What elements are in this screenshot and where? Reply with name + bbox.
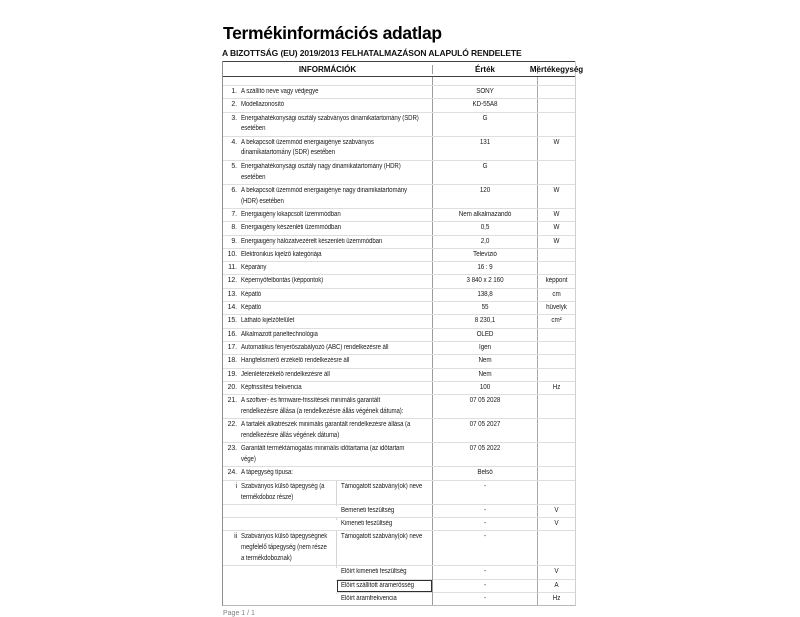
group-label-cell: [223, 566, 337, 568]
row-label-line: esetében: [241, 173, 266, 181]
row-unit: cm: [552, 290, 561, 298]
spacer-row: [223, 77, 575, 86]
row-label: [241, 210, 341, 221]
row-number: 1.: [231, 88, 237, 95]
row-label-line: Bemeneti feszültség: [341, 506, 395, 514]
group-marker: i: [235, 482, 237, 490]
row-value-cell: [433, 113, 538, 136]
row-unit: Hz: [552, 383, 561, 391]
row-value: 131: [479, 138, 491, 146]
row-number: 7.: [231, 210, 237, 218]
row-info-cell: [223, 289, 433, 301]
row-label: [241, 250, 321, 261]
row-value-cell: [433, 342, 538, 354]
row-label-line: Szabványos külső tápegység (a: [241, 482, 325, 490]
row-number: 15.: [227, 317, 237, 325]
row-value-cell: [433, 505, 538, 517]
page-title: Termékinformációs adatlap: [223, 23, 442, 43]
row-number: 11.: [228, 264, 237, 272]
row-label-line: termékdoboz része): [241, 493, 294, 501]
row-value-cell: [433, 531, 538, 565]
row-info-cell: [223, 443, 433, 466]
row-label-line: Előírt kimeneti feszültség: [341, 568, 407, 576]
group-label-cell: [223, 531, 337, 565]
row-value: -: [483, 581, 486, 589]
row-number: 3.: [231, 114, 237, 122]
table-row: [223, 86, 575, 99]
row-label: [241, 468, 293, 479]
row-unit-cell: [538, 505, 575, 517]
table-row: [223, 355, 575, 368]
row-label-line: Támogatott szabvány(ok) neve: [341, 482, 423, 490]
row-info-cell: [223, 262, 433, 274]
row-unit-cell: [538, 329, 575, 341]
row-label-line: Képernyőfelbontás (képpontok): [241, 277, 324, 285]
row-unit-cell: [538, 86, 575, 98]
row-number: 19.: [227, 370, 237, 378]
row-unit: V: [554, 506, 559, 514]
group-label-cell: [223, 518, 337, 520]
row-value: -: [483, 506, 486, 514]
row-label-line: Modellazonosító: [241, 101, 285, 109]
row-label-line: megfelelő tápegység (nem része: [241, 544, 327, 552]
row-label: [241, 100, 284, 111]
row-label-line: Látható kijelzőfelület: [241, 317, 295, 325]
selected-cell: [337, 580, 432, 593]
header-ertek: Érték: [433, 65, 538, 74]
row-value: -: [483, 594, 486, 602]
row-info-cell: [223, 369, 433, 381]
row-label: [241, 330, 318, 341]
row-number: 21.: [227, 397, 237, 405]
row-value: OLED: [476, 330, 494, 338]
row-label: [241, 444, 404, 466]
table-row: [223, 99, 575, 112]
row-label-line: Jelenlétérzékelő rendelkezésre áll: [241, 370, 330, 378]
row-value: Igen: [479, 343, 491, 351]
sub-label-cell: [337, 481, 436, 493]
header-informaciok: INFORMÁCIÓK: [223, 65, 433, 74]
row-label-line: Előírt szállított áramerősség: [341, 581, 414, 589]
row-value-cell: [433, 99, 538, 111]
row-value-cell: [433, 329, 538, 341]
row-label-line: dinamikatartomány (SDR) esetében: [241, 149, 336, 157]
page-subtitle: A BIZOTTSÁG (EU) 2019/2013 FELHATALMAZÁSON ALAPULÓ RENDELETE: [222, 48, 522, 58]
row-info-cell: [223, 113, 433, 136]
row-info-cell: [223, 137, 433, 160]
row-number: 6.: [231, 186, 237, 194]
row-value-cell: [433, 86, 538, 98]
row-label-line: Energiahatékonysági osztály szabványos dinamikatartomány (SDR): [241, 114, 419, 122]
row-value: 138,8: [477, 290, 493, 298]
row-label-line: Képátló: [241, 290, 262, 298]
row-label-line: Energiahatékonysági osztály nagy dinamikatartomány (HDR): [241, 162, 401, 170]
row-value: 100: [479, 383, 491, 391]
group-label-cell: [223, 505, 337, 507]
row-label-line: Hangfelismerő érzékelő rendelkezésre áll: [241, 357, 350, 365]
row-value-cell: [433, 315, 538, 327]
row-label: [241, 303, 261, 314]
row-info-cell: [223, 209, 433, 221]
row-unit-cell: [538, 113, 575, 136]
sub-label: [341, 581, 418, 592]
row-unit-cell: [538, 593, 575, 605]
row-label: [241, 343, 388, 354]
row-value: 2,0: [480, 237, 490, 245]
row-label-line: Szabványos külső tápegységnek: [241, 533, 328, 541]
table-row: [223, 137, 575, 161]
row-info-cell: [223, 302, 433, 314]
sub-label-cell: [337, 531, 436, 543]
row-label-line: A bekapcsolt üzemmód energiaigénye nagy dinamikatartomány: [241, 186, 408, 194]
row-info-cell: [223, 249, 433, 261]
row-label-line: A tartalék alkatrészek minimális garantált rendelkezésre állása (a: [241, 421, 411, 429]
row-label: [241, 420, 410, 442]
row-info-cell: [223, 99, 433, 111]
row-unit-cell: [538, 369, 575, 381]
row-value: G: [482, 114, 488, 122]
row-info-cell: [223, 275, 433, 287]
row-unit-cell: [538, 302, 575, 314]
row-unit-cell: [538, 467, 575, 479]
row-label: [241, 290, 261, 301]
row-unit-cell: [538, 518, 575, 530]
row-unit-cell: [538, 481, 575, 504]
table-header-row: [223, 61, 584, 77]
row-value-cell: [433, 369, 538, 381]
row-label: [241, 396, 403, 418]
row-label: [241, 186, 407, 208]
row-value: Nem: [478, 370, 492, 378]
row-label-line: Támogatott szabvány(ok) neve: [341, 533, 423, 541]
row-unit: képpont: [545, 277, 568, 285]
row-value-cell: [433, 419, 538, 442]
row-value: G: [482, 162, 488, 170]
row-unit: Hz: [552, 594, 561, 602]
row-unit: V: [554, 568, 559, 576]
row-number: 22.: [227, 421, 237, 429]
row-unit-cell: [538, 531, 575, 565]
row-unit: W: [553, 210, 560, 218]
row-label-line: Energiaigény hálózatvezérelt készenléti üzemmódban: [241, 237, 383, 245]
table-row: [223, 395, 575, 419]
group-label: [241, 532, 327, 564]
row-value-cell: [433, 302, 538, 314]
table-sub-row: [223, 505, 575, 518]
row-label: [241, 162, 401, 184]
row-info-cell: [223, 222, 433, 234]
row-info-cell: [223, 505, 433, 517]
row-label-line: Garantált terméktámogatás minimális időtartama (az időtartam: [241, 445, 405, 453]
row-value: 07 05 2027: [469, 421, 501, 429]
sub-label: [341, 506, 418, 517]
row-label: [241, 356, 349, 367]
header-mertekegyseg: Mértékegység: [529, 64, 584, 74]
row-number: 8.: [231, 224, 237, 232]
table-sub-row: [223, 531, 575, 566]
row-label-line: Elektronikus kijelző kategóriája: [241, 250, 322, 258]
group-label-cell: [223, 481, 337, 504]
table-row: [223, 222, 575, 235]
table-row: [223, 329, 575, 342]
row-value-cell: [433, 289, 538, 301]
row-value-cell: [433, 185, 538, 208]
row-number: 12.: [227, 277, 237, 285]
row-label-line: Energiaigény készenléti üzemmódban: [241, 224, 341, 232]
table-row: [223, 275, 575, 288]
row-unit: A: [554, 581, 559, 589]
table-row: [223, 262, 575, 275]
table-row: [223, 302, 575, 315]
table-subrows: [223, 481, 575, 605]
row-unit-cell: [538, 222, 575, 234]
row-value-cell: [433, 443, 538, 466]
row-label-line: esetében: [241, 125, 266, 133]
table-row: [223, 443, 575, 467]
row-value: 3 840 x 2 160: [466, 277, 504, 285]
row-label: [241, 276, 323, 287]
row-label: [241, 87, 318, 98]
row-value-cell: [433, 222, 538, 234]
row-value-cell: [433, 566, 538, 579]
group-label-cell: [223, 593, 337, 595]
row-value-cell: [433, 209, 538, 221]
row-value-cell: [433, 275, 538, 287]
row-label: [241, 316, 294, 327]
row-unit-cell: [538, 355, 575, 367]
row-value-cell: [433, 580, 538, 593]
row-value-cell: [433, 382, 538, 394]
row-value: -: [483, 482, 486, 490]
group-label-cell: [223, 580, 337, 582]
row-unit-cell: [538, 315, 575, 327]
row-value-cell: [433, 161, 538, 184]
table-row: [223, 315, 575, 328]
table-sub-row: [223, 518, 575, 531]
row-info-cell: [223, 419, 433, 442]
row-info-cell: [223, 593, 433, 605]
row-value: 0,5: [480, 224, 490, 232]
row-info-cell: [223, 531, 433, 565]
table-row: [223, 185, 575, 209]
row-label-line: rendelkezésre állás végének dátuma): [241, 432, 340, 440]
row-label: [241, 383, 302, 394]
page-number: Page 1 / 1: [223, 610, 255, 617]
row-unit: W: [553, 237, 560, 245]
row-unit-cell: [538, 99, 575, 111]
row-value: 8 230,1: [474, 317, 496, 325]
row-info-cell: [223, 518, 433, 530]
row-unit: W: [553, 186, 560, 194]
table-row: [223, 467, 575, 480]
table-row: [223, 369, 575, 382]
row-unit-cell: [538, 275, 575, 287]
row-info-cell: [223, 395, 433, 418]
row-value: Nem: [478, 357, 492, 365]
row-value: 07 05 2028: [469, 397, 501, 405]
row-value-cell: [433, 518, 538, 530]
row-info-cell: [223, 342, 433, 354]
row-value: 120: [479, 186, 491, 194]
row-number: 2.: [231, 101, 237, 109]
row-label-line: A szoftver- és firmware-frissítések minimális garantált: [241, 397, 381, 405]
row-number: 24.: [227, 469, 237, 477]
row-info-cell: [223, 481, 433, 504]
sub-label-cell: [337, 505, 432, 517]
row-label-line: Kimeneti feszültség: [341, 520, 393, 528]
row-unit: W: [553, 138, 560, 146]
row-label: [241, 223, 341, 234]
row-label-line: Automatikus fényerőszabályozó (ABC) rendelkezésre áll: [241, 343, 389, 351]
row-value-cell: [433, 355, 538, 367]
table-sub-row: [223, 481, 575, 505]
row-value-cell: [433, 236, 538, 248]
row-value: 55: [481, 304, 489, 312]
sub-label: [341, 482, 422, 493]
row-value-cell: [433, 137, 538, 160]
row-value-cell: [433, 467, 538, 479]
row-label-line: Előírt áramfrekvencia: [341, 594, 397, 602]
row-number: 14.: [227, 304, 237, 312]
sub-label-cell: [337, 593, 432, 605]
table-sub-row: [223, 580, 575, 593]
row-label-line: A szállító neve vagy védjegye: [241, 88, 319, 95]
row-number: 17.: [227, 343, 237, 351]
row-value: Belső: [477, 469, 493, 477]
row-label-line: Képarány: [241, 264, 267, 272]
row-info-cell: [223, 467, 433, 479]
row-number: 9.: [231, 237, 237, 245]
row-number: 5.: [231, 162, 237, 170]
row-label-line: rendelkezésre állása (a rendelkezésre állás végének dátuma):: [241, 407, 404, 415]
table-row: [223, 209, 575, 222]
row-label: [241, 263, 266, 274]
row-label-line: A bekapcsolt üzemmód energiaigénye szabványos: [241, 138, 374, 146]
row-number: 10.: [227, 250, 237, 258]
row-number: 16.: [227, 330, 237, 338]
row-value: 07 05 2022: [469, 445, 501, 453]
row-value: -: [483, 520, 486, 528]
row-unit: W: [553, 224, 560, 232]
row-unit-cell: [538, 395, 575, 418]
table-row: [223, 289, 575, 302]
table-row: [223, 236, 575, 249]
row-number: 23.: [227, 445, 237, 453]
row-value: Televízió: [473, 250, 497, 258]
row-number: 18.: [227, 357, 237, 365]
group-marker: ii: [234, 533, 237, 541]
row-info-cell: [223, 315, 433, 327]
sub-label: [341, 519, 418, 530]
sub-label-cell: [337, 518, 432, 530]
group-label: [241, 482, 324, 504]
row-label: [241, 370, 330, 381]
row-label-line: Energiaigény kikapcsolt üzemmódban: [241, 210, 341, 218]
row-unit: cm²: [551, 317, 562, 325]
row-value-cell: [433, 593, 538, 605]
row-number: 4.: [231, 138, 237, 146]
row-value-cell: [433, 395, 538, 418]
row-label-line: (HDR) esetében: [241, 197, 284, 205]
row-value-cell: [433, 262, 538, 274]
table-row: [223, 382, 575, 395]
table-row: [223, 161, 575, 185]
product-info-table: [222, 61, 584, 606]
row-unit-cell: [538, 382, 575, 394]
row-label-line: Alkalmazott paneltechnológia: [241, 330, 318, 338]
table-body: [223, 86, 575, 481]
row-unit-cell: [538, 209, 575, 221]
row-label: [241, 237, 382, 248]
table-row: [223, 113, 575, 137]
row-info-cell: [223, 382, 433, 394]
row-info-cell: [223, 161, 433, 184]
row-value: -: [483, 568, 486, 576]
sub-label-cell: [337, 566, 432, 579]
table-sub-row: [223, 593, 575, 605]
table-sub-row: [223, 566, 575, 579]
row-label-line: Képfrissítési frekvencia: [241, 383, 302, 391]
sub-label: [341, 532, 422, 543]
row-unit-cell: [538, 342, 575, 354]
row-unit: V: [554, 520, 559, 528]
row-label-line: A tápegység típusa:: [241, 469, 293, 477]
row-unit-cell: [538, 566, 575, 579]
document-page: [222, 14, 594, 617]
row-number: 13.: [227, 290, 237, 298]
row-value-cell: [433, 481, 538, 504]
row-value: SONY: [476, 88, 494, 95]
row-label-line: a termékdoboznak): [241, 554, 292, 562]
row-info-cell: [223, 566, 433, 579]
table-row: [223, 342, 575, 355]
row-unit-cell: [538, 289, 575, 301]
row-unit-cell: [538, 161, 575, 184]
table-row: [223, 249, 575, 262]
table-row: [223, 419, 575, 443]
row-value: -: [483, 533, 486, 541]
row-info-cell: [223, 86, 433, 98]
row-number: 20.: [227, 383, 237, 391]
row-info-cell: [223, 329, 433, 341]
row-unit-cell: [538, 262, 575, 274]
row-label: [241, 138, 374, 160]
sub-label: [341, 594, 418, 605]
row-unit-cell: [538, 419, 575, 442]
row-info-cell: [223, 185, 433, 208]
row-unit-cell: [538, 580, 575, 593]
row-value: Nem alkalmazandó: [458, 210, 512, 218]
row-value-cell: [433, 249, 538, 261]
row-info-cell: [223, 580, 433, 593]
row-info-cell: [223, 236, 433, 248]
row-unit: hüvelyk: [546, 304, 567, 312]
row-label: [241, 114, 419, 136]
row-label-line: Képátló: [241, 304, 262, 312]
row-unit-cell: [538, 443, 575, 466]
row-unit-cell: [538, 249, 575, 261]
row-unit-cell: [538, 236, 575, 248]
row-value: 16 : 9: [477, 264, 493, 272]
row-info-cell: [223, 355, 433, 367]
row-label-line: vége): [241, 456, 256, 464]
row-unit-cell: [538, 185, 575, 208]
sub-label: [341, 567, 418, 578]
row-unit-cell: [538, 137, 575, 160]
row-value: KD-55A8: [472, 101, 498, 109]
